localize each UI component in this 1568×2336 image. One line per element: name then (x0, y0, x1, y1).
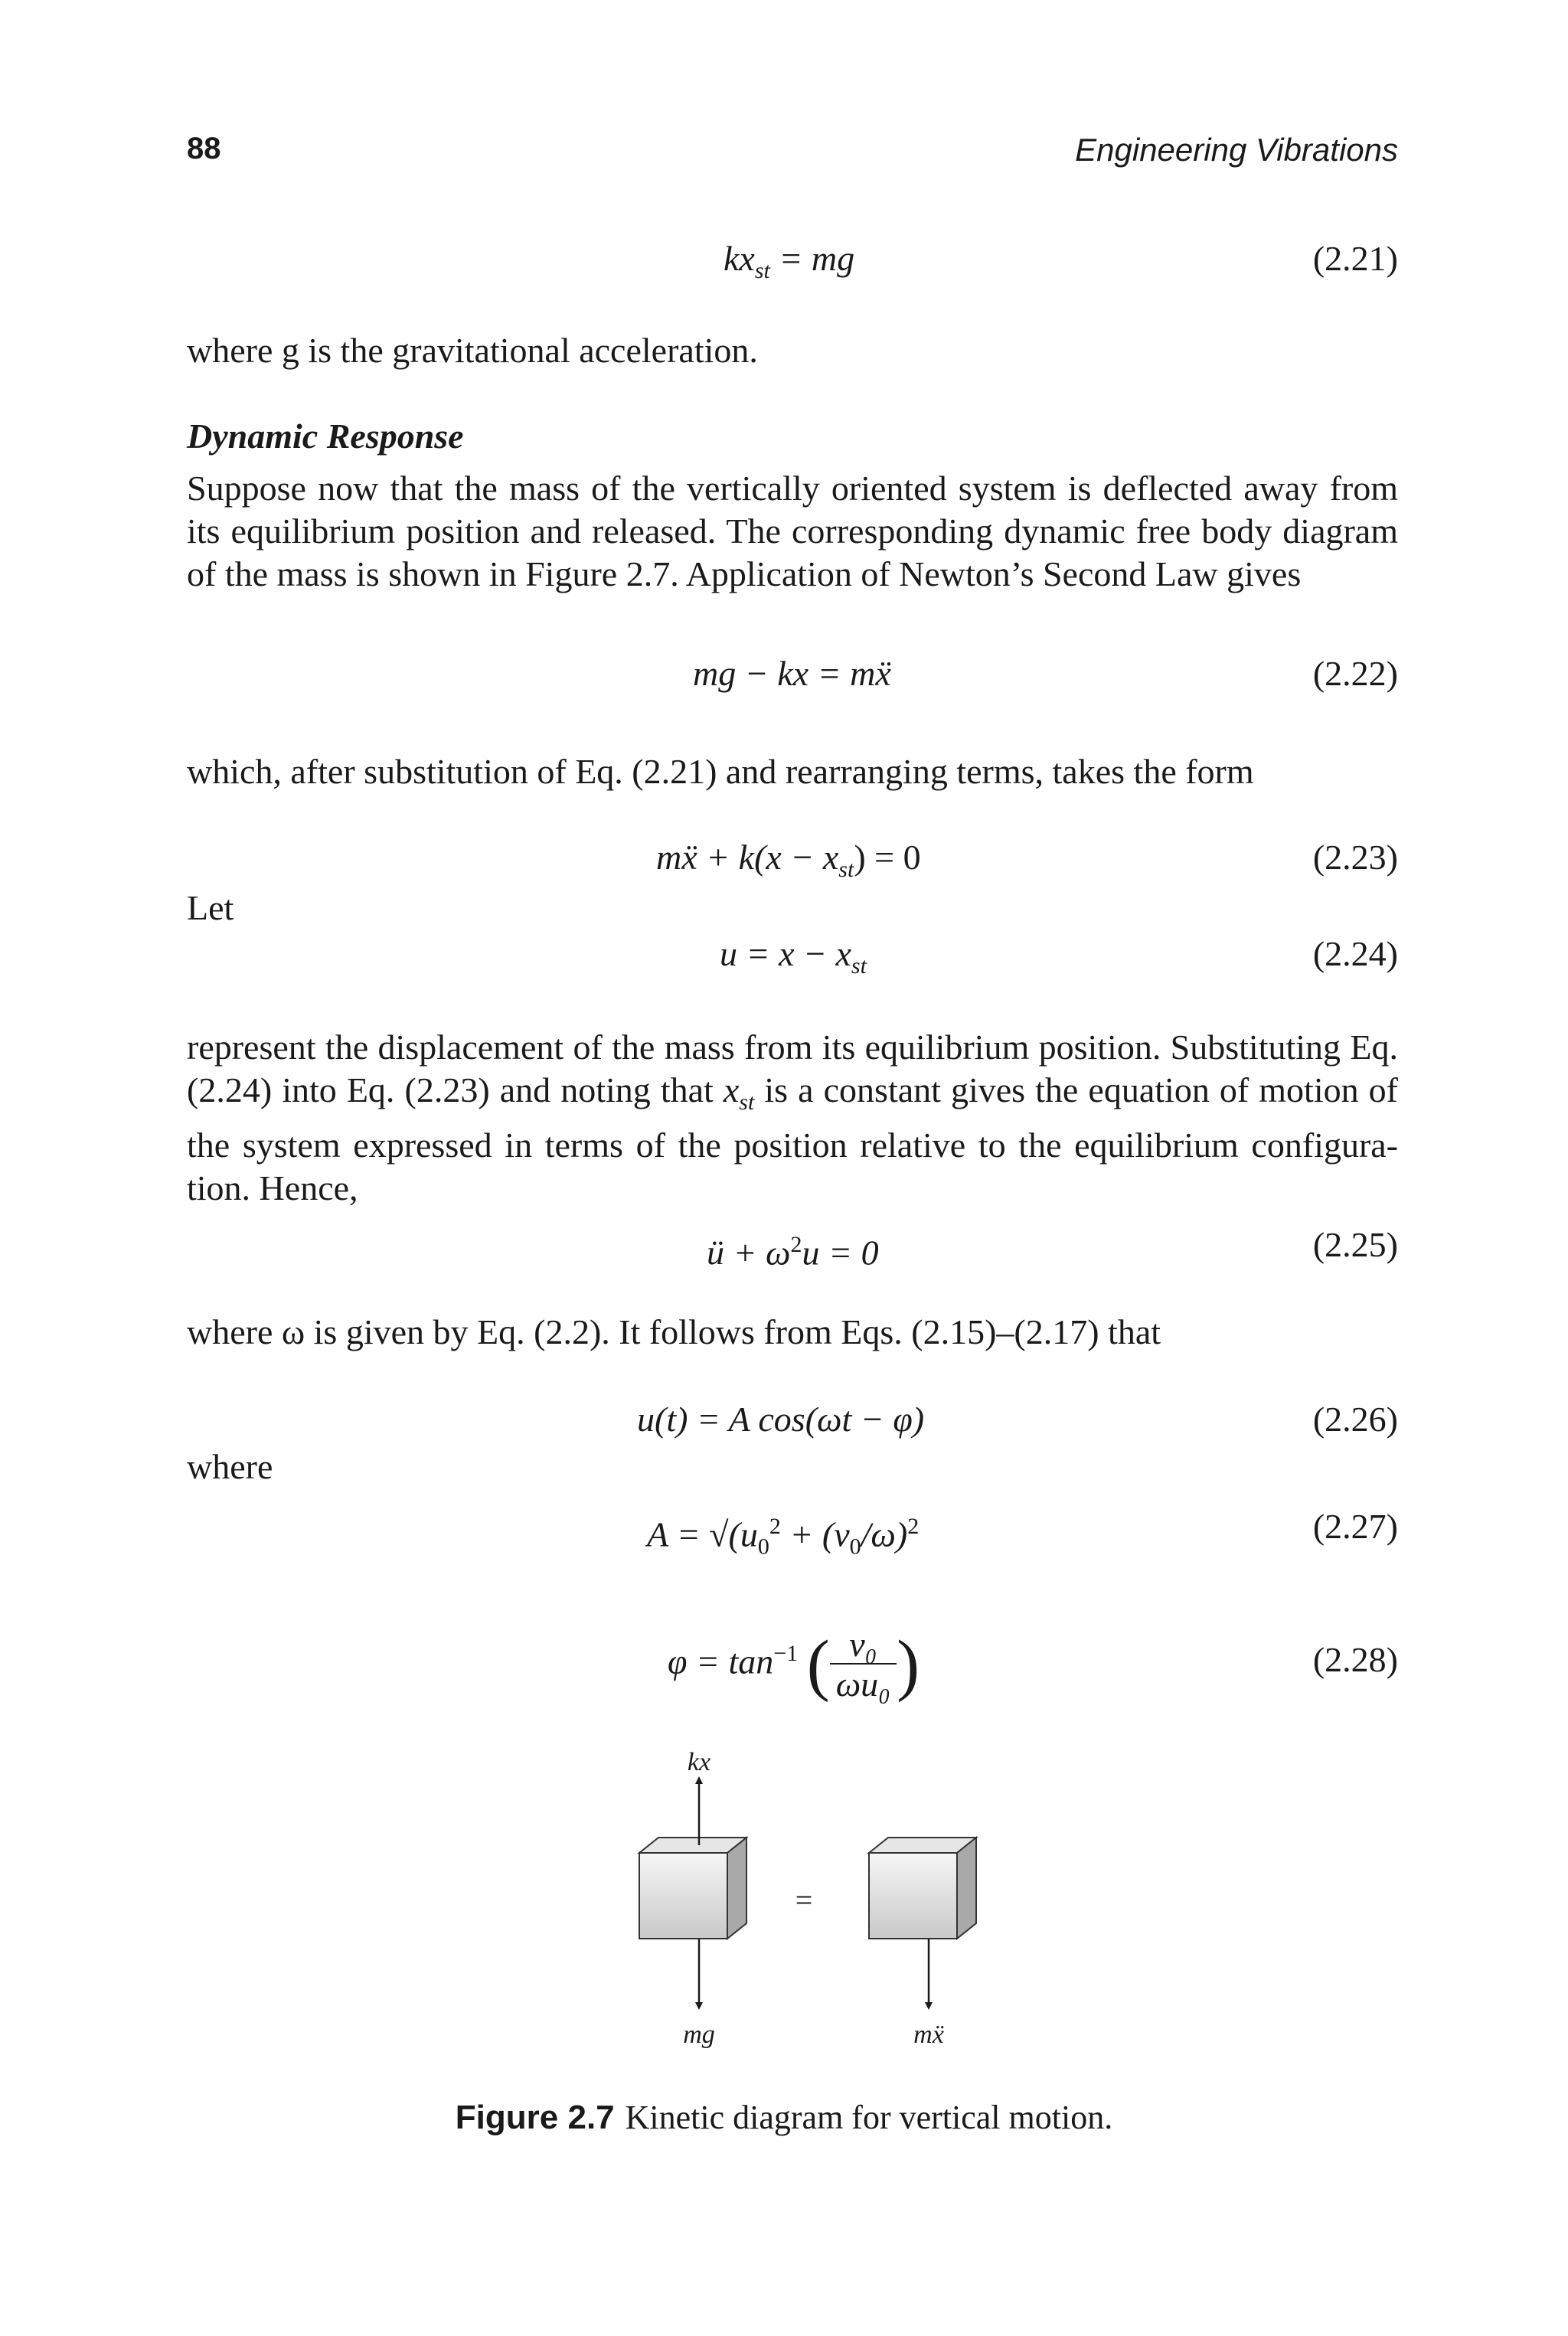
eq-2-25-a: ü + ω (707, 1233, 791, 1273)
equation-number-2-25: (2.25) (1312, 1225, 1398, 1264)
eq-2-27-sup2: 2 (769, 1514, 781, 1539)
eq-2-28-lhs: φ = tan (668, 1642, 774, 1681)
equation-number-2-27: (2.27) (1312, 1507, 1398, 1546)
equation-2-23 (656, 836, 921, 891)
eq-2-28-fraction (830, 1626, 897, 1704)
eq-2-27-sup3: 2 (907, 1514, 920, 1539)
paragraph-2: which, after substitution of Eq. (2.21) and rearranging terms, takes the form (187, 752, 1254, 791)
section-heading: Dynamic Response (187, 417, 464, 456)
equation-2-21 (724, 237, 854, 292)
equation-number-2-23: (2.23) (1312, 838, 1398, 877)
eq-2-27-b: + (v (780, 1514, 850, 1554)
eq-2-21-sub: st (754, 258, 770, 284)
equation-number-2-26: (2.26) (1312, 1400, 1398, 1439)
eq-2-23-b: ) = 0 (854, 838, 921, 877)
figure-caption-text: Kinetic diagram for vertical motion. (625, 2099, 1113, 2136)
paragraph-3-subscript: st (739, 1090, 755, 1116)
paragraph-3 (187, 1026, 1398, 1210)
equation-number-2-22: (2.22) (1312, 654, 1398, 693)
paragraph-1: Suppose now that the mass of the vertically oriented system is deflected away from its equilibrium position and released. The corresponding dynamic free body diagram of the mass is shown in Figure 2.7. Application of Newton’s Second Law gives (187, 469, 1398, 593)
eq-2-28-numerator: v₀ (830, 1626, 897, 1665)
equation-number-2-21: (2.21) (1312, 239, 1398, 278)
paragraph-3-variable: x (723, 1070, 740, 1109)
eq-2-28-sup: −1 (773, 1641, 799, 1666)
equation-2-28 (668, 1616, 920, 1704)
equation-number-2-28: (2.28) (1312, 1640, 1398, 1679)
equation-2-22 (693, 652, 891, 695)
paragraph-3-part-a: represent the displacement of the mass from its equilibrium position. Substituting Eq. (2.24) into Eq. (2.23) and noting that (187, 1028, 1398, 1109)
eq-2-21-rhs: = mg (769, 239, 855, 278)
eq-2-24-a: u = x − x (720, 934, 851, 973)
eq-2-28-denominator: ωu₀ (835, 1664, 891, 1704)
figure-caption (0, 2096, 1568, 2139)
where-g-sentence: where g is the gravitational acceleration. (187, 331, 758, 370)
page-number: 88 (187, 132, 221, 165)
equation-2-27 (647, 1505, 919, 1569)
label-mg: mg (683, 2021, 715, 2049)
label-m-xddot: mẍ (913, 2021, 944, 2049)
eq-2-27-c: /ω) (861, 1514, 908, 1554)
equation-2-26 (637, 1398, 924, 1441)
eq-2-28-left-paren: ( (806, 1626, 830, 1703)
label-kx: kx (687, 1748, 711, 1776)
eq-2-22-expr: mg − kx = mẍ (693, 654, 891, 693)
where-word: where (187, 1447, 273, 1486)
eq-2-27-a: A = √(u (647, 1514, 758, 1554)
paragraph-3-part-b: is a constant gives the equation of motion of the system expressed in terms of the position relative to the equilibrium configura- tion. Hence, (187, 1070, 1398, 1208)
free-body-block (639, 1838, 746, 1939)
let-word: Let (187, 888, 234, 927)
running-title: Engineering Vibrations (1075, 132, 1398, 168)
eq-2-21-lhs: kx (724, 239, 755, 278)
eq-2-23-a: mẍ + k(x − x (656, 838, 839, 877)
equation-number-2-24: (2.24) (1312, 934, 1398, 973)
eq-2-26-expr: u(t) = A cos(ωt − φ) (637, 1400, 925, 1439)
eq-2-27-sub1: 0 (849, 1534, 861, 1560)
eq-2-24-sub: st (851, 953, 867, 979)
figure-caption-label: Figure 2.7 (455, 2099, 615, 2136)
label-equals: = (795, 1883, 813, 1917)
eq-2-28-right-paren: ) (897, 1626, 920, 1703)
equation-2-24 (720, 933, 867, 988)
eq-2-25-b: u = 0 (802, 1233, 879, 1273)
eq-2-27-sub0: 0 (757, 1534, 769, 1560)
equation-2-25 (707, 1224, 879, 1274)
kinetic-block (869, 1838, 976, 1939)
paragraph-4: where ω is given by Eq. (2.2). It follows from Eqs. (2.15)–(2.17) that (187, 1312, 1161, 1351)
eq-2-25-sup: 2 (790, 1232, 802, 1257)
eq-2-23-sub: st (838, 857, 854, 883)
figure-2-7-diagram (597, 1738, 1026, 2067)
